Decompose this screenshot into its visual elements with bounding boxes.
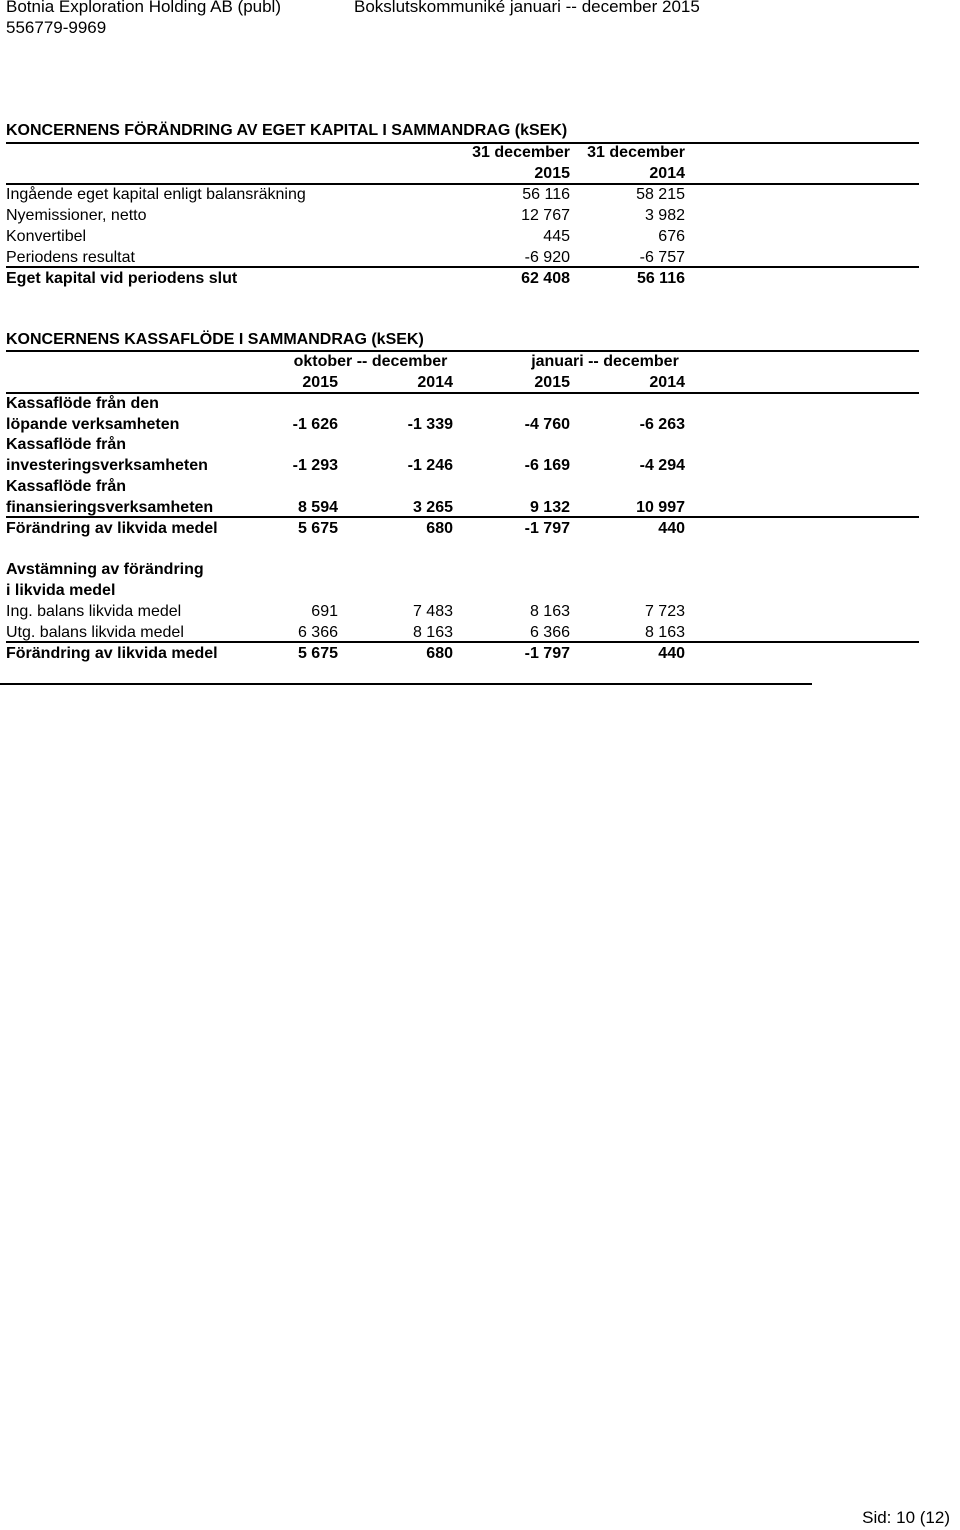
equity-total-rule [6, 266, 919, 268]
cell-value: 680 [426, 520, 453, 537]
equity-col-year: 2015 [534, 165, 570, 182]
cell-value: 440 [658, 645, 685, 662]
cell-value: 8 163 [412, 624, 453, 641]
equity-col-year: 2014 [649, 165, 685, 182]
cashflow-group-header: januari -- december [531, 353, 679, 370]
cell-value: 9 132 [529, 499, 570, 516]
cell-value: 8 594 [297, 499, 338, 516]
cell-value: 7 723 [644, 603, 685, 620]
row-label: finansieringsverksamheten [6, 499, 214, 516]
page-number: Sid: 10 (12) [862, 1508, 950, 1527]
cell-value: -1 246 [407, 457, 453, 474]
equity-title-rule [6, 142, 919, 144]
cell-value: -6 169 [524, 457, 570, 474]
cell-value: 680 [426, 645, 453, 662]
cell-value: 691 [311, 603, 338, 620]
cashflow-title-rule [6, 350, 919, 352]
report-title: Bokslutskommuniké januari -- december 2015 [354, 0, 700, 16]
section-end-rule [0, 683, 812, 685]
cashflow-col-year: 2014 [417, 374, 453, 391]
cell-value: 8 163 [644, 624, 685, 641]
cell-value: -4 294 [639, 457, 685, 474]
cell-value: 8 163 [529, 603, 570, 620]
cell-value: -1 626 [292, 416, 338, 433]
cell-value: 440 [658, 520, 685, 537]
cell-value: 56 116 [522, 186, 570, 203]
row-label: Ing. balans likvida medel [6, 603, 182, 620]
cell-value: -4 760 [524, 416, 570, 433]
cell-value: 62 408 [521, 270, 570, 287]
cell-value: 58 215 [636, 186, 685, 203]
cell-value: 445 [543, 228, 570, 245]
cell-value: -1 339 [407, 416, 453, 433]
reconciliation-title: i likvida medel [6, 582, 116, 599]
cashflow-col-year: 2014 [649, 374, 685, 391]
cell-value: 6 366 [529, 624, 570, 641]
row-label: Kassaflöde från den [6, 395, 159, 412]
cell-value: -6 757 [639, 249, 685, 266]
equity-col-header: 31 december [472, 144, 570, 161]
row-label: Konvertibel [6, 228, 87, 245]
cell-value: 3 982 [644, 207, 685, 224]
cell-value: 12 767 [521, 207, 570, 224]
row-label: Kassaflöde från [6, 478, 127, 495]
cell-value: -1 293 [292, 457, 338, 474]
cell-value: 56 116 [636, 270, 685, 287]
equity-title: KONCERNENS FÖRÄNDRING AV EGET KAPITAL I SAMMANDRAG (kSEK) [6, 122, 568, 139]
cell-value: -1 797 [524, 520, 570, 537]
row-label: Eget kapital vid periodens slut [6, 270, 238, 287]
row-label: Utg. balans likvida medel [6, 624, 184, 641]
row-label: investeringsverksamheten [6, 457, 208, 474]
cell-value: 10 997 [636, 499, 685, 516]
cell-value: 5 675 [297, 520, 338, 537]
row-label: Förändring av likvida medel [6, 645, 218, 662]
row-label: Förändring av likvida medel [6, 520, 218, 537]
row-label: Periodens resultat [6, 249, 135, 266]
cell-value: 7 483 [412, 603, 453, 620]
equity-col-header: 31 december [587, 144, 685, 161]
cell-value: 676 [658, 228, 685, 245]
reconciliation-title: Avstämning av förändring [6, 561, 204, 578]
cell-value: -6 920 [524, 249, 570, 266]
company-name: Botnia Exploration Holding AB (publ) [6, 0, 281, 16]
cell-value: 6 366 [297, 624, 338, 641]
cashflow-group-header: oktober -- december [293, 353, 448, 370]
cell-value: -6 263 [639, 416, 685, 433]
row-label: Kassaflöde från [6, 436, 127, 453]
row-label: Ingående eget kapital enligt balansräkning [6, 186, 306, 203]
org-number: 556779-9969 [6, 18, 107, 37]
row-label: löpande verksamheten [6, 416, 180, 433]
reconciliation-total-rule [6, 641, 919, 643]
cashflow-total-rule [6, 516, 919, 518]
cell-value: -1 797 [524, 645, 570, 662]
cashflow-title: KONCERNENS KASSAFLÖDE I SAMMANDRAG (kSEK) [6, 331, 424, 348]
row-label: Nyemissioner, netto [6, 207, 147, 224]
cell-value: 5 675 [297, 645, 338, 662]
cashflow-col-year: 2015 [534, 374, 570, 391]
cashflow-col-year: 2015 [302, 374, 338, 391]
cell-value: 3 265 [412, 499, 453, 516]
